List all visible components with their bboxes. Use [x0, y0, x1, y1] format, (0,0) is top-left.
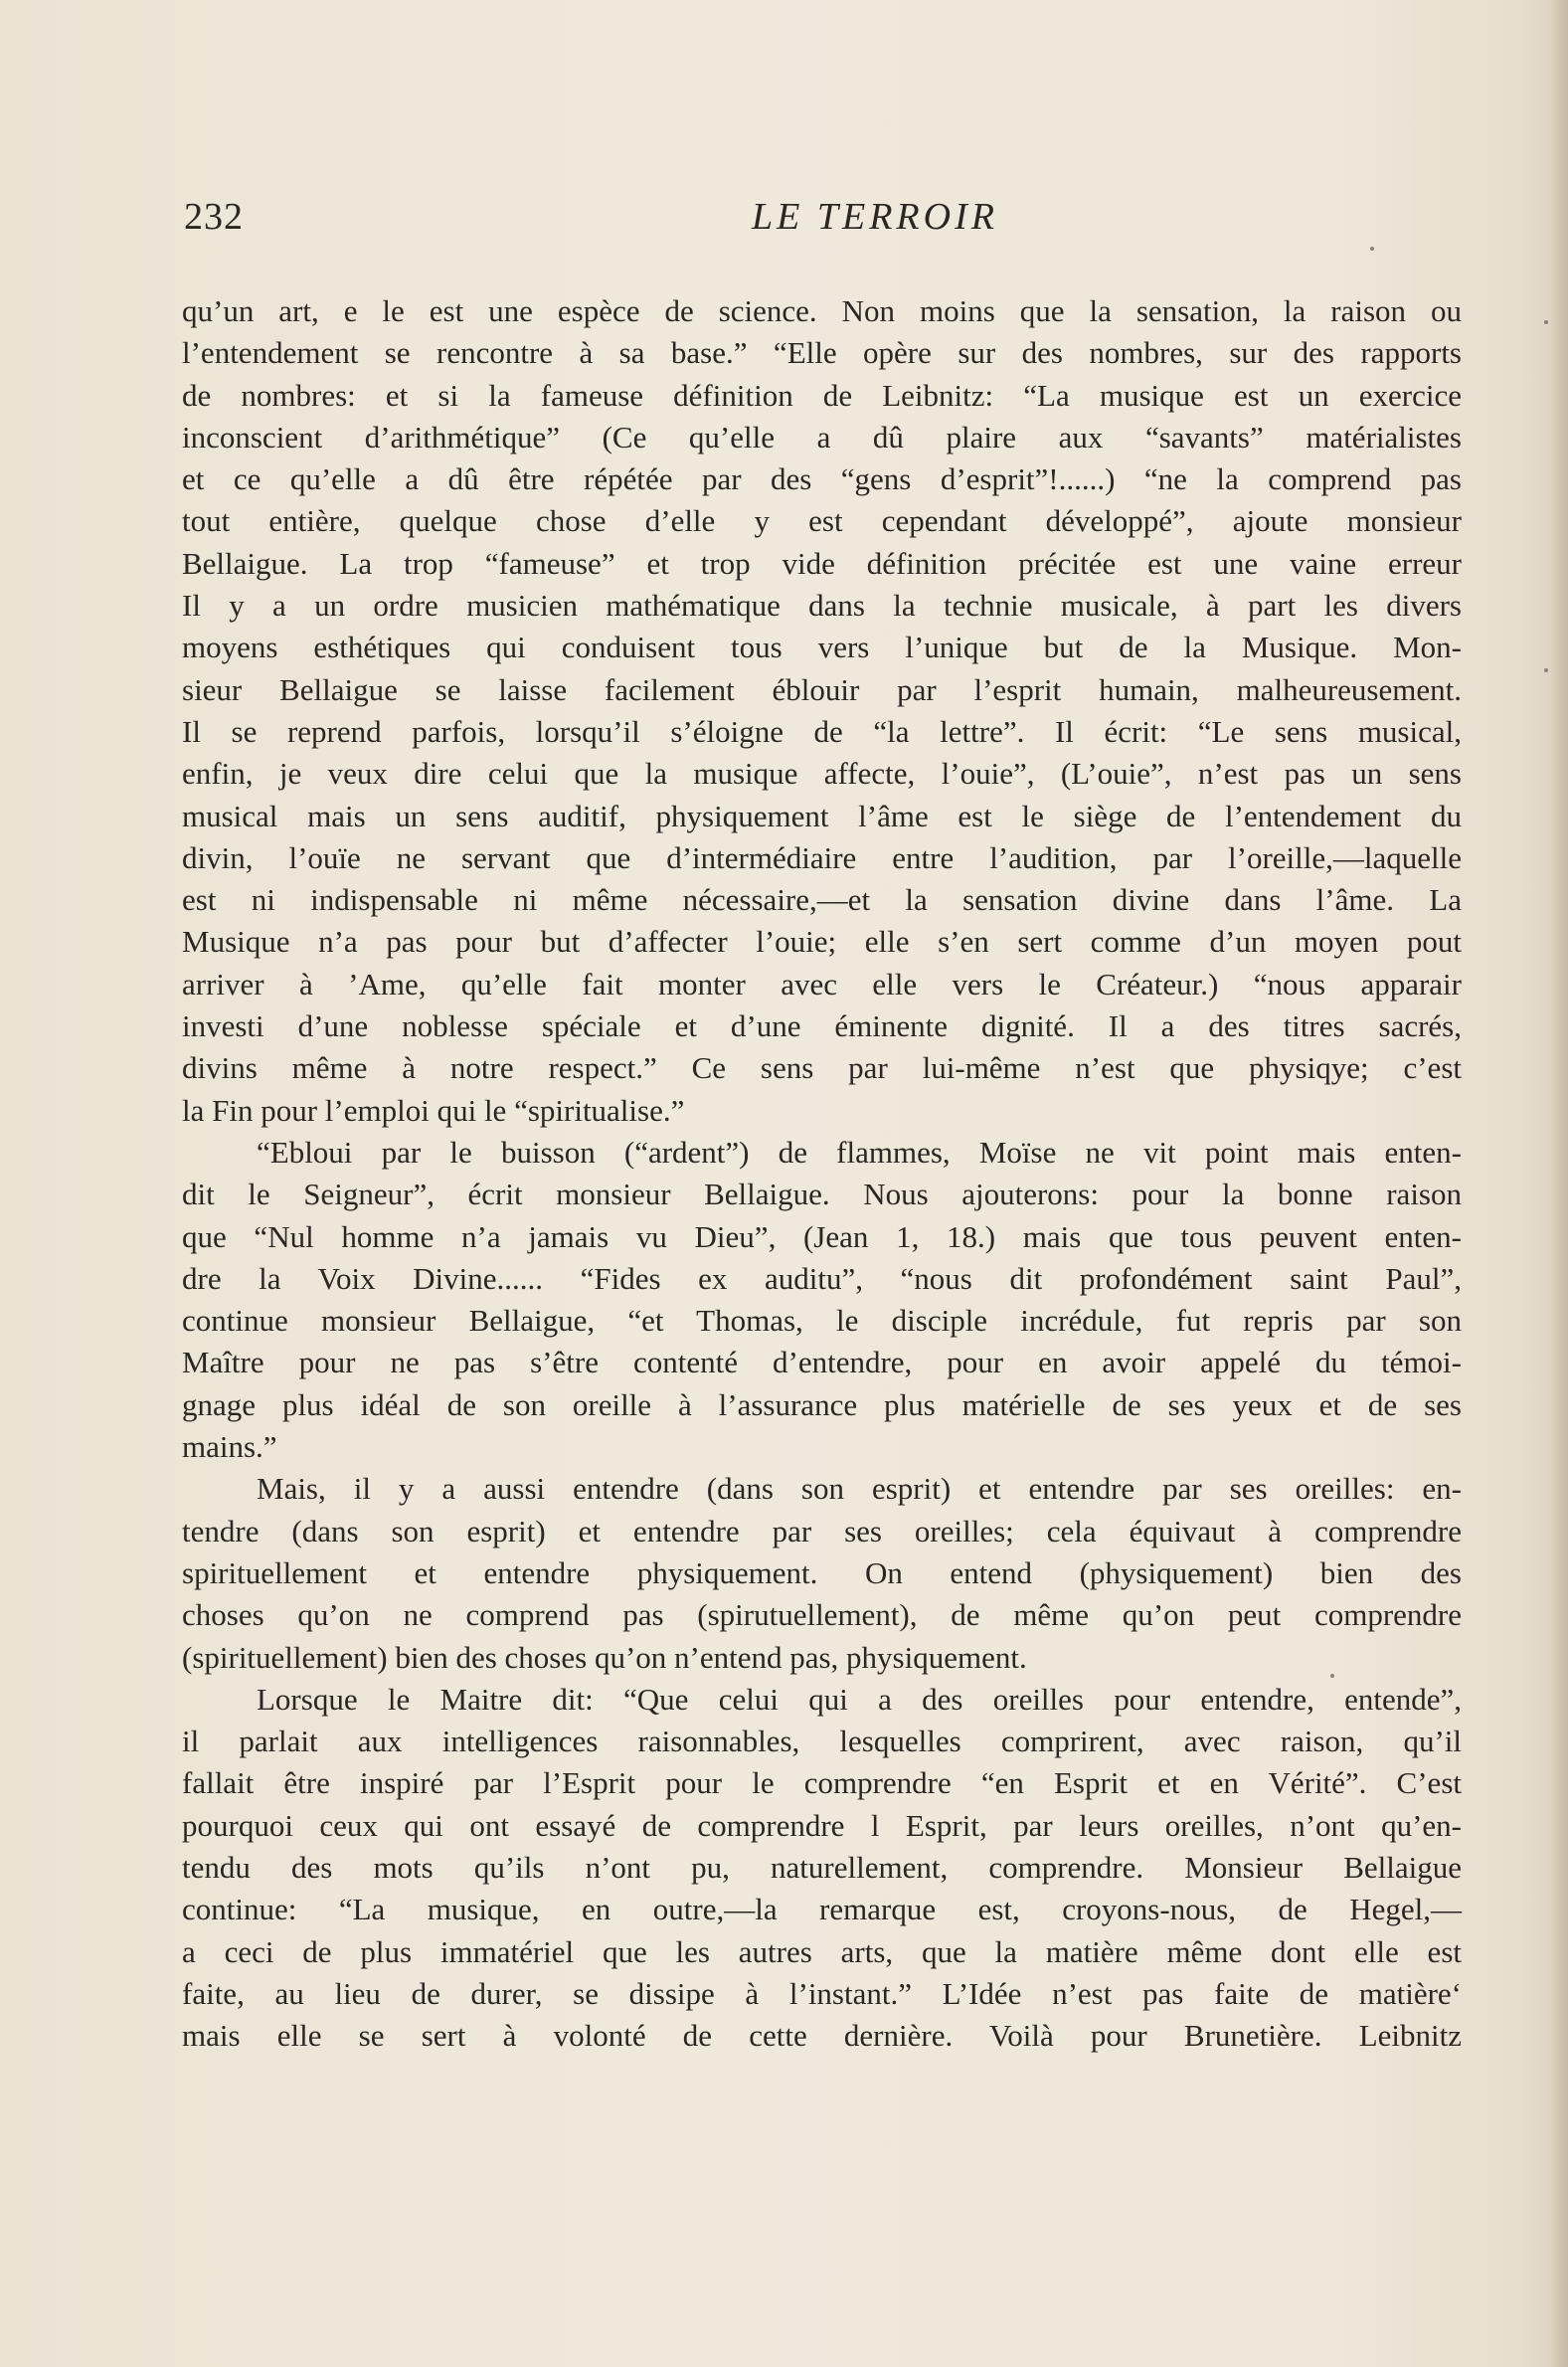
- text-line: inconscient d’arithmétique” (Ce qu’elle a dû plaire aux “savants” matérialistes: [182, 419, 1462, 455]
- text-line: qu’un art, e le est une espèce de science. Non moins que la sensation, la raison ou: [182, 293, 1462, 328]
- text-line: a ceci de plus immatériel que les autres arts, que la matière même dont elle est: [182, 1933, 1462, 1969]
- text-line: arriver à ’Ame, qu’elle fait monter avec elle vers le Créateur.) “nous apparair: [182, 966, 1462, 1001]
- text-line: Bellaigue. La trop “fameuse” et trop vide définition précitée est une vaine erreur: [182, 545, 1462, 581]
- text-line: il parlait aux intelligences raisonnables, lesquelles comprirent, avec raison, qu’il: [182, 1724, 1462, 1759]
- text-line: Mais, il y a aussi entendre (dans son esprit) et entendre par ses oreilles: en-: [257, 1471, 1462, 1507]
- scan-speck: [1330, 1674, 1334, 1678]
- text-line: enfin, je veux dire celui que la musique affecte, l’ouie”, (L’ouie”, n’est pas un sens: [182, 756, 1462, 792]
- text-line: mains.”: [182, 1429, 277, 1465]
- text-line: choses qu’on ne comprend pas (spirutuellement), de même qu’on peut comprendre: [182, 1597, 1462, 1633]
- text-line: de nombres: et si la fameuse définition de Leibnitz: “La musique est un exercice: [182, 377, 1462, 413]
- text-line: mais elle se sert à volonté de cette dernière. Voilà pour Brunetière. Leibnitz: [182, 2018, 1462, 2054]
- text-line: Maître pour ne pas s’être contenté d’entendre, pour en avoir appelé du témoi-: [182, 1345, 1462, 1380]
- text-line: dre la Voix Divine...... “Fides ex auditu”, “nous dit profondément saint Paul”,: [182, 1260, 1462, 1296]
- scan-speck: [1544, 668, 1548, 672]
- page-number: 232: [184, 196, 244, 238]
- scan-speck: [1544, 320, 1548, 324]
- text-line: dit le Seigneur”, écrit monsieur Bellaigue. Nous ajouterons: pour la bonne raison: [182, 1177, 1462, 1212]
- running-title: LE TERROIR: [752, 196, 998, 238]
- text-line: continue monsieur Bellaigue, “et Thomas, le disciple incrédule, fut repris par son: [182, 1303, 1462, 1339]
- text-line: moyens esthétiques qui conduisent tous vers l’unique but de la Musique. Mon-: [182, 630, 1462, 665]
- text-line: Lorsque le Maitre dit: “Que celui qui a des oreilles pour entendre, entende”,: [257, 1681, 1462, 1717]
- text-line: (spirituellement) bien des choses qu’on n’entend pas, physiquement.: [182, 1639, 1027, 1675]
- text-line: musical mais un sens auditif, physiquement l’âme est le siège de l’entendement du: [182, 798, 1462, 833]
- text-line: gnage plus idéal de son oreille à l’assurance plus matérielle de ses yeux et de ses: [182, 1386, 1462, 1422]
- text-line: Il se reprend parfois, lorsqu’il s’éloigne de “la lettre”. Il écrit: “Le sens musical,: [182, 713, 1462, 749]
- text-line: pourquoi ceux qui ont essayé de comprendre l Esprit, par leurs oreilles, n’ont qu’en-: [182, 1807, 1462, 1843]
- text-line: l’entendement se rencontre à sa base.” “Elle opère sur des nombres, sur des rapports: [182, 335, 1462, 371]
- text-line: “Ebloui par le buisson (“ardent”) de flammes, Moïse ne vit point mais enten-: [257, 1134, 1462, 1170]
- text-line: la Fin pour l’emploi qui le “spiritualise.”: [182, 1092, 685, 1128]
- text-line: Il y a un ordre musicien mathématique dans la technie musicale, à part les divers: [182, 588, 1462, 624]
- scan-speck: [1370, 247, 1374, 251]
- body-text: [182, 290, 1462, 2057]
- text-line: tendu des mots qu’ils n’ont pu, naturellement, comprendre. Monsieur Bellaigue: [182, 1849, 1462, 1885]
- text-line: sieur Bellaigue se laisse facilement éblouir par l’esprit humain, malheureusement.: [182, 671, 1462, 707]
- text-line: divin, l’ouïe ne servant que d’intermédiaire entre l’audition, par l’oreille,—laquelle: [182, 839, 1462, 875]
- text-line: faite, au lieu de durer, se dissipe à l’instant.” L’Idée n’est pas faite de matière‘: [182, 1975, 1462, 2011]
- text-line: fallait être inspiré par l’Esprit pour le comprendre “en Esprit et en Vérité”. C’est: [182, 1765, 1462, 1801]
- text-line: divins même à notre respect.” Ce sens par lui-même n’est que physiqye; c’est: [182, 1050, 1462, 1086]
- text-line: investi d’une noblesse spéciale et d’une éminente dignité. Il a des titres sacrés,: [182, 1008, 1462, 1044]
- text-line: spirituellement et entendre physiquement. On entend (physiquement) bien des: [182, 1554, 1462, 1590]
- text-line: Musique n’a pas pour but d’affecter l’ouie; elle s’en sert comme d’un moyen pout: [182, 924, 1462, 960]
- text-line: continue: “La musique, en outre,—la remarque est, croyons-nous, de Hegel,—: [182, 1892, 1462, 1927]
- page-header: [184, 195, 1467, 251]
- text-line: est ni indispensable ni même nécessaire,—et la sensation divine dans l’âme. La: [182, 882, 1462, 918]
- text-line: et ce qu’elle a dû être répétée par des “gens d’esprit”!......) “ne la comprend pas: [182, 461, 1462, 497]
- page-edge-shadow: [1550, 0, 1568, 2367]
- text-line: tendre (dans son esprit) et entendre par ses oreilles; cela équivaut à comprendre: [182, 1513, 1462, 1548]
- text-line: que “Nul homme n’a jamais vu Dieu”, (Jean 1, 18.) mais que tous peuvent enten-: [182, 1218, 1462, 1254]
- text-line: tout entière, quelque chose d’elle y est cependant développé”, ajoute monsieur: [182, 503, 1462, 539]
